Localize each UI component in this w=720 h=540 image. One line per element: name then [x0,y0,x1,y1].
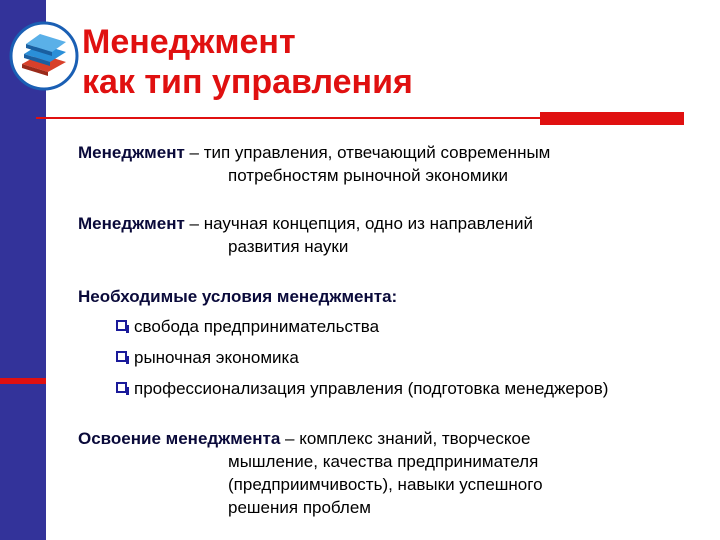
title-divider [36,117,546,119]
definition-management-1 [78,141,550,187]
stacked-books-logo-icon [8,20,80,92]
definition-management-2 [78,212,533,258]
list-item-text: свобода предпринимательства [134,317,380,336]
conditions-list [116,315,608,408]
definition-text-line-1: – комплекс знаний, творческое [280,429,531,448]
definition-text-line-3: (предприимчивость), навыки успешного [228,475,543,494]
list-item-text: профессионализация управления (подготовка менеджеров) [134,379,609,398]
list-item [116,315,608,346]
list-item [116,377,608,408]
definition-term: Менеджмент [78,143,185,162]
checkbox-bullet-icon [116,351,127,362]
title-line-1: Менеджмент [82,23,296,61]
definition-text-line-2: мышление, качества предпринимателя [228,452,539,471]
list-item [116,346,608,377]
definition-text-line-1: – тип управления, отвечающий современным [184,143,551,162]
checkbox-bullet-icon [116,320,127,331]
sidebar-red-stripe [0,378,46,384]
checkbox-bullet-icon [116,382,127,393]
definition-text-line-1: – научная концепция, одно из направлений [184,214,533,233]
definition-text-line-4: решения проблем [228,498,371,517]
page-title [82,22,413,102]
definition-term: Освоение менеджмента [78,429,281,448]
title-accent-bar [540,112,684,125]
definition-mastery [78,427,543,519]
definition-term: Менеджмент [78,214,185,233]
conditions-heading: Необходимые условия менеджмента: [78,287,398,306]
title-line-2: как тип управления [82,63,413,101]
definition-text-line-2: потребностям рыночной экономики [228,166,509,185]
definition-text-line-2: развития науки [228,237,349,256]
list-item-text: рыночная экономика [134,348,299,367]
